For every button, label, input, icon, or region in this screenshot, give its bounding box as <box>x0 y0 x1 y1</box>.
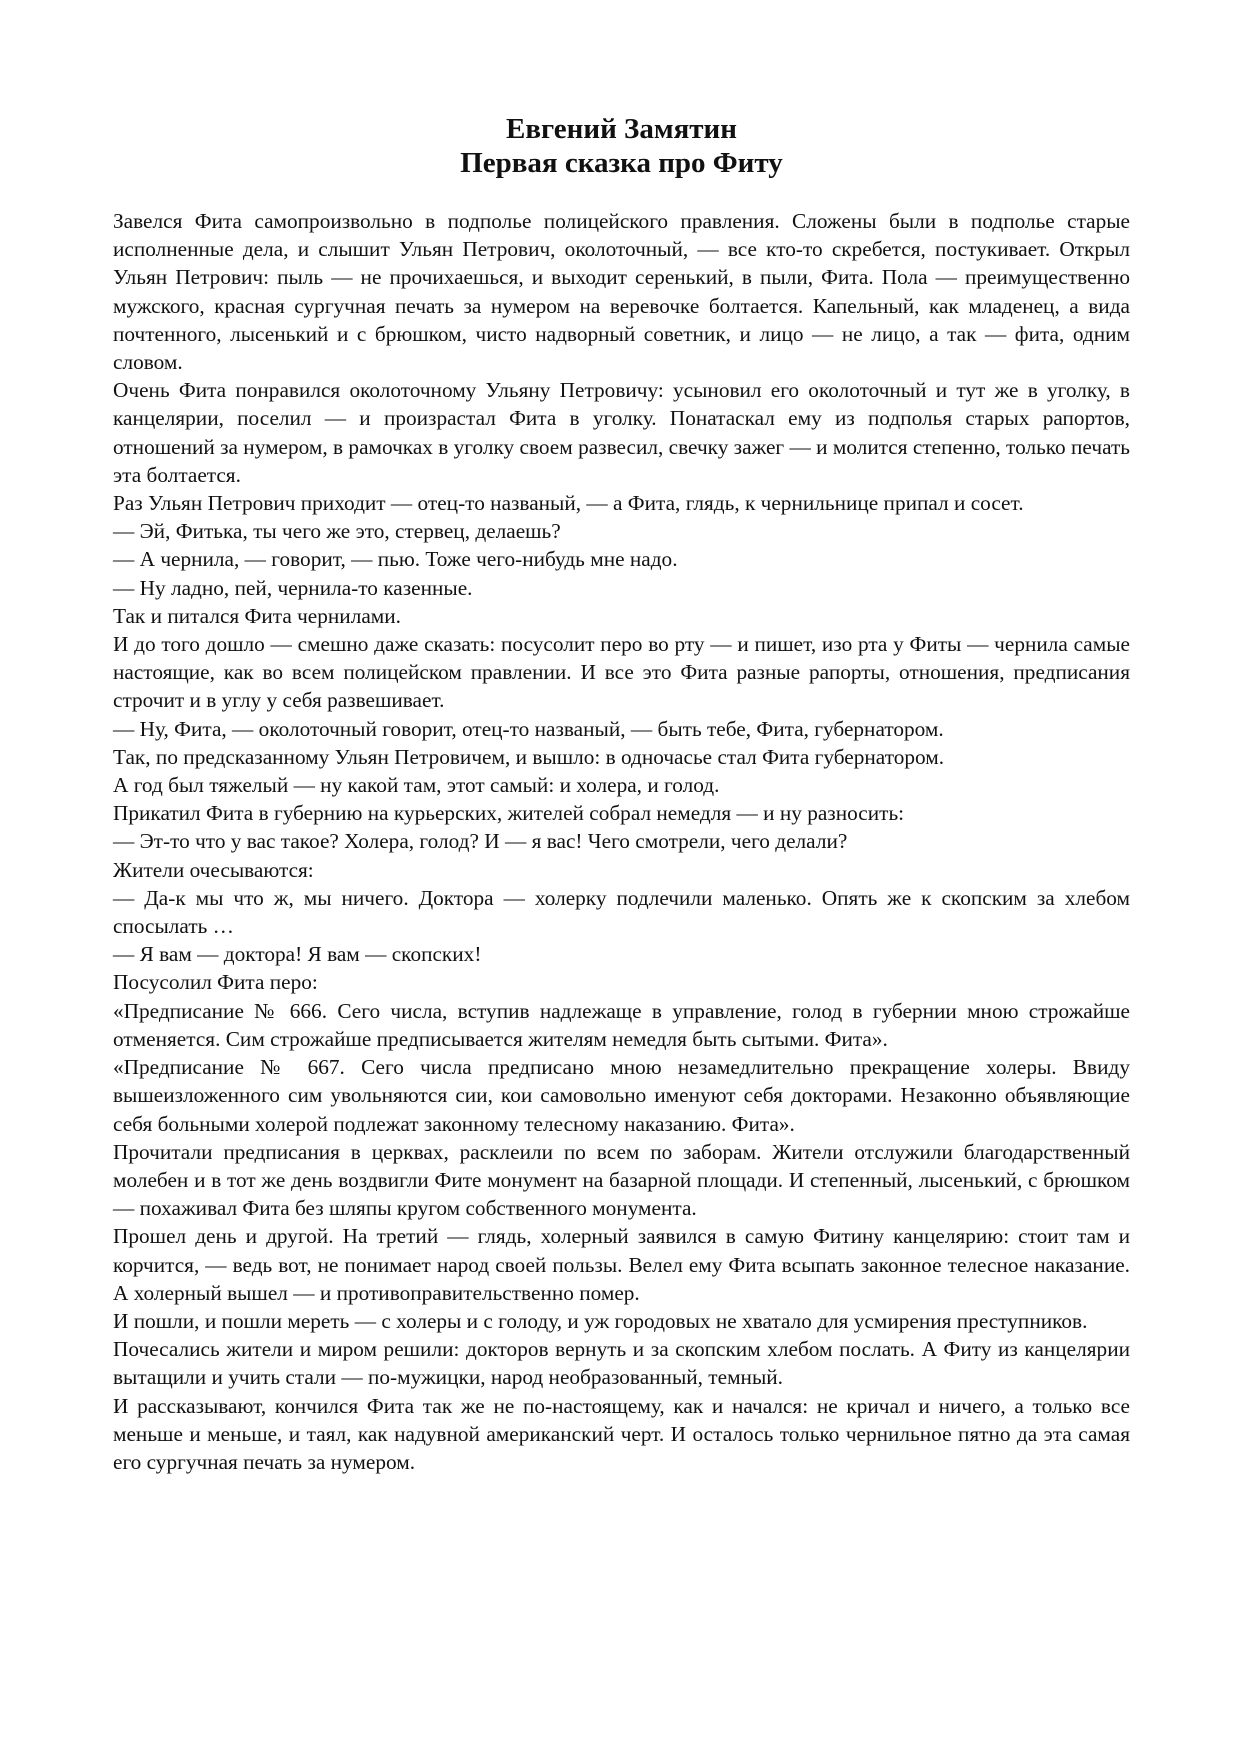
story-body <box>113 207 1130 1476</box>
paragraph: И до того дошло — смешно даже сказать: посусолит перо во рту — и пишет, изо рта у Фиты — чернила самые настоящие, как во всем полицейском правлении. И все это Фита разные рапорты, отношения, предписания строчит и в углу у себя развешивает. <box>113 632 1130 713</box>
dialogue-line: — Эт-то что у вас такое? Холера, голод? И — я вас! Чего смотрели, чего делали? <box>113 829 848 854</box>
decree-667: «Предписание № 667. Сего числа предписано мною незамедлительно прекращение холеры. Ввиду вышеизложенного сим увольняются сии, кои самовольно именуют себя докторами. Незаконно объявляющие себя больными холерой подлежат законному телесному наказанию. Фита». <box>113 1055 1130 1136</box>
dialogue-line: — Эй, Фитька, ты чего же это, стервец, делаешь? <box>113 519 561 544</box>
paragraph: Раз Ульян Петрович приходит — отец-то названый, — а Фита, глядь, к чернильнице припал и сосет. <box>113 491 1024 516</box>
paragraph: Почесались жители и миром решили: докторов вернуть и за скопским хлебом послать. А Фиту из канцелярии вытащили и учить стали — по-мужицки, народ необразованный, темный. <box>113 1337 1130 1390</box>
paragraph: Прошел день и другой. На третий — глядь, холерный заявился в самую Фитину канцелярию: стоит там и корчится, — ведь вот, не понимает народ своей пользы. Велел ему Фита всыпать законное телесное наказание. А холерный вышел — и противоправительственно помер. <box>113 1224 1130 1305</box>
dialogue-line: — Ну ладно, пей, чернила-то казенные. <box>113 575 473 600</box>
paragraph: Так, по предсказанному Ульян Петровичем, и вышло: в одночасье стал Фита губернатором. <box>113 744 945 769</box>
paragraph: А год был тяжелый — ну какой там, этот самый: и холера, и голод. <box>113 773 720 798</box>
paragraph: И пошли, и пошли мереть — с холеры и с голоду, и уж городовых не хватало для усмирения преступников. <box>113 1308 1088 1333</box>
author-heading: Евгений Замятин <box>506 113 737 145</box>
dialogue-line: — Я вам — доктора! Я вам — скопских! <box>113 942 482 967</box>
story-title: Первая сказка про Фиту <box>460 147 783 179</box>
paragraph: Прочитали предписания в церквах, расклеили по всем по заборам. Жители отслужили благодарственный молебен и в тот же день воздвигли Фите монумент на базарной площади. И степенный, лысенький, с брюшком — похаживал Фита без шляпы кругом собственного монумента. <box>113 1139 1130 1221</box>
paragraph: Посусолил Фита перо: <box>113 970 318 995</box>
paragraph: Завелся Фита самопроизвольно в подполье полицейского правления. Сложены были в подполье старые исполненные дела, и слышит Ульян Петрович, околоточный, — все кто-то скребется, постукивает. Открыл Ульян Петрович: пыль — не прочихаешься, и выходит серенький, в пыли, Фита. Пола — преимущественно мужского, красная сургучная печать за нумером на веревочке болтается. Капельный, как младенец, а вида почтенного, лысенький и с брюшком, чисто надворный советник, и лицо — не лицо, а так — фита, одним словом. <box>113 209 1130 375</box>
paragraph: Очень Фита понравился околоточному Ульяну Петровичу: усыновил его околоточный и тут же в уголку, в канцелярии, поселил — и произрастал Фита в уголку. Понатаскал ему из подполья старых рапортов, отношений за нумером, в рамочках в уголку своем развесил, свечку зажег — и молится степенно, только печать эта болтается. <box>113 378 1130 487</box>
dialogue-line: — Ну, Фита, — околоточный говорит, отец-то названый, — быть тебе, Фита, губернатором. <box>113 716 944 741</box>
paragraph: Жители очесываются: <box>113 857 314 882</box>
dialogue-line: — Да-к мы что ж, мы ничего. Доктора — холерку подлечили маленько. Опять же к скопским за хлебом спосылать … <box>113 885 1130 939</box>
paragraph: Прикатил Фита в губернию на курьерских, жителей собрал немедля — и ну разносить: <box>113 801 905 826</box>
document-page <box>113 112 1130 1476</box>
paragraph: И рассказывают, кончился Фита так же не по-настоящему, как и начался: не кричал и ничего, а только все меньше и меньше, и таял, как надувной американский черт. И осталось только чернильное пятно да эта самая его сургучная печать за нумером. <box>113 1393 1130 1474</box>
decree-666: «Предписание № 666. Сего числа, вступив надлежаще в управление, голод в губернии мною строжайше отменяется. Сим строжайше предписывается жителям немедля быть сытыми. Фита». <box>113 998 1130 1051</box>
paragraph: Так и питался Фита чернилами. <box>113 603 401 628</box>
dialogue-line: — А чернила, — говорит, — пью. Тоже чего-нибудь мне надо. <box>113 547 678 572</box>
